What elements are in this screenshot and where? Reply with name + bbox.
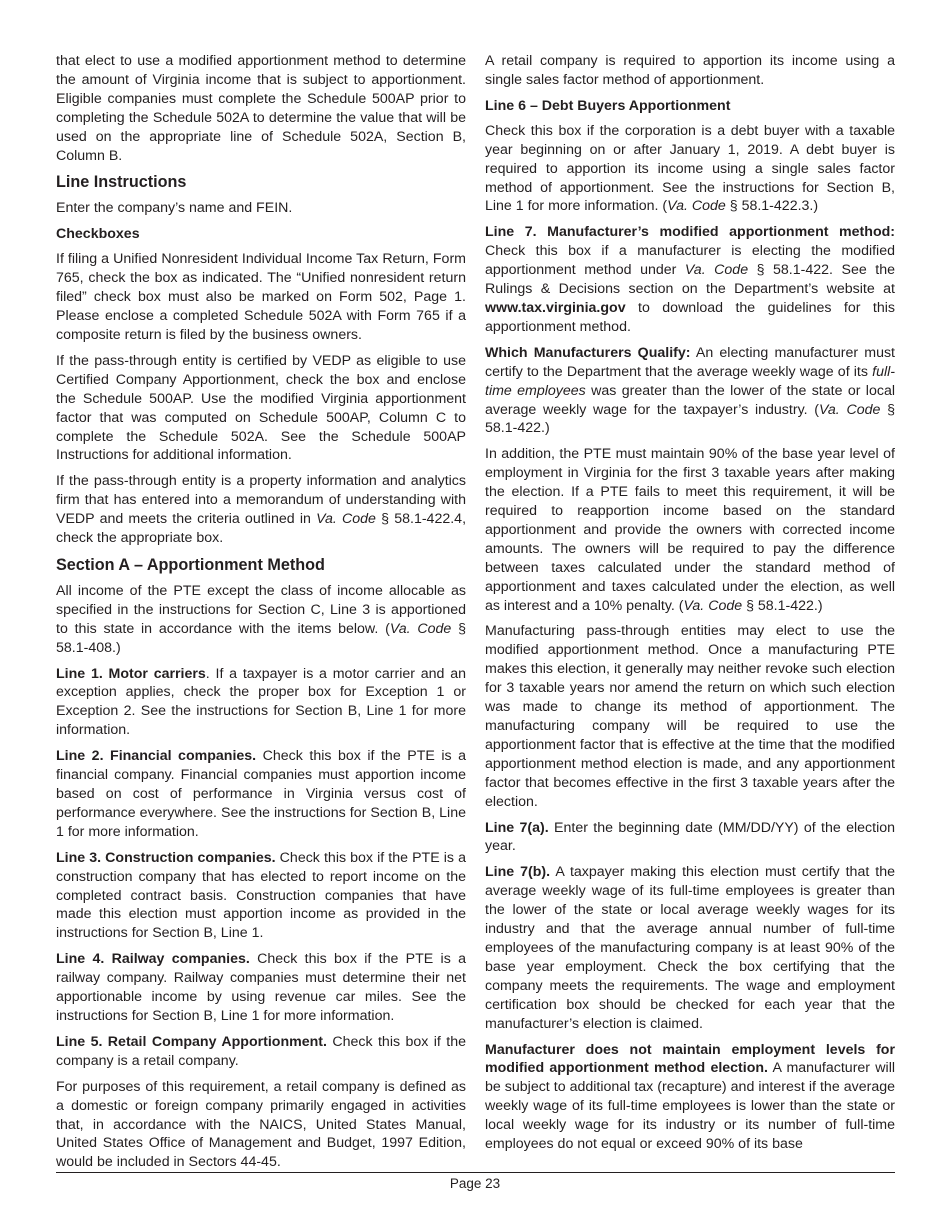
footer-rule	[56, 1172, 895, 1173]
line-6-paragraph: Check this box if the corporation is a debt buyer with a taxable year beginning on or after January 1, 2019. A debt buyer is required to apportion its income using a single sales factor method of apportionment. See the instructions for Section B, Line 1 for more information. (Va. Code § 58.1-422.3.)	[485, 122, 895, 215]
not-maintain-paragraph: Manufacturer does not maintain employment levels for modified apportionment method election. A manufacturer will be subject to additional tax (recapture) and interest if the average weekly wage of its full-time employees is lower than the state or local weekly wage for its industry or its number of full-time employees do not equal or exceed 90% of its base	[485, 1041, 896, 1153]
page-number: Page 23	[449, 1176, 501, 1191]
line-7b-paragraph: Line 7(b). A taxpayer making this election must certify that the average weekly wage of its full-time employees is greater than the lower of the state or local average weekly wages for its industry and that the average annual number of full-time employees of the manufacturing company is at least 90% of the base year employment. Check the box certifying that the company meets the requirements. The wage and employment certification box should be checked for each year that the manufacturer’s election is claimed.	[485, 864, 895, 1032]
right-column	[485, 52, 895, 1161]
line-1-paragraph: Line 1. Motor carriers. If a taxpayer is a motor carrier and an exception applies, check the proper box for Exception 1 or Exception 2. See the instructions for Section B, Line 1 for more information.	[56, 665, 466, 739]
section-a-paragraph: All income of the PTE except the class of income allocable as specified in the instructions for Section C, Line 3 is apportioned to this state in accordance with the items below. (Va. Code § 58.1-408.)	[56, 582, 466, 656]
line-2-paragraph: Line 2. Financial companies. Check this box if the PTE is a financial company. Financial companies must apportion income based on cost of performance in Virginia versus cost of performance everywhere. See the instructions for Section B, Line 1 for more information.	[56, 748, 466, 840]
retail-definition-paragraph: For purposes of this requirement, a retail company is defined as a domestic or foreign company primarily engaged in activities that, in accordance with the NAICS, United States Manual, United States Office of Management and Budget, 1997 Edition, would be included in Sectors 44-45.	[56, 1078, 466, 1171]
qualify-paragraph: Which Manufacturers Qualify: An electing manufacturer must certify to the Department that the average weekly wage of its full-time employees was greater than the lower of the state or local average weekly wage for the taxpayer’s industry. (Va. Code § 58.1-422.)	[485, 344, 895, 437]
left-column	[56, 52, 466, 1179]
retail-requirement-paragraph: A retail company is required to apportion its income using a single sales factor method of apportionment.	[485, 53, 895, 88]
section-a-heading: Section A – Apportionment Method	[56, 555, 325, 574]
addition-paragraph: In addition, the PTE must maintain 90% of the base year level of employment in Virginia for the first 3 taxable years after making the election. If a PTE fails to meet this requirement, it will be required to reapportion income based on the standard apportionment and provide the owners with corrected income amounts. The owners will be required to pay the difference between taxes calculated under the standard method of apportionment and taxes calculated under the election, as well as interest and a 10% penalty. (Va. Code § 58.1-422.)	[485, 446, 895, 614]
line-4-paragraph: Line 4. Railway companies. Check this box if the PTE is a railway company. Railway companies must determine their net apportionable income by using revenue car miles. See the instructions for Section B, Line 1 for more information.	[56, 951, 467, 1024]
line-5-paragraph: Line 5. Retail Company Apportionment. Check this box if the company is a retail company.	[56, 1033, 466, 1069]
manufacturing-pte-paragraph: Manufacturing pass-through entities may elect to use the modified apportionment method. Once a manufacturing PTE makes this election, it generally may neither revoke such election for 3 taxable years nor amend the return on which such election was made to change its method of apportionment. The manufacturing company will be required to use the apportionment factor that is effective at the time that the modified apportionment method election is made, and any apportionment factor that becomes effective in the first 3 taxable years after the election.	[485, 623, 895, 810]
tax-website-link[interactable]: www.tax.virginia.gov	[485, 299, 626, 316]
checkboxes-heading: Checkboxes	[56, 226, 140, 243]
line-3-paragraph: Line 3. Construction companies. Check this box if the PTE is a construction company that has elected to report income on the completed contract basis. Construction companies that have made this election must apportion income as provided in the instructions for Section B, Line 1.	[56, 849, 466, 942]
line-7-paragraph: Line 7. Manufacturer’s modified apportionment method: Check this box if a manufacturer is electing the modified apportionment method under Va. Code § 58.1-422. See the Rulings & Decisions section on the Department’s website at www.tax.virginia.gov to download the guidelines for this apportionment method.	[485, 224, 895, 335]
checkbox-paragraph-2: If the pass-through entity is certified by VEDP as eligible to use Certified Company Apportionment, check the box and enclose the Schedule 500AP. Use the modified Virginia apportionment factor that was computed on Schedule 500AP, Column C to complete the Schedule 502A. See the Schedule 500AP Instructions for additional information.	[56, 352, 466, 464]
line-instructions-heading: Line Instructions	[56, 173, 187, 192]
line-7a-paragraph: Line 7(a). Enter the beginning date (MM/DD/YY) of the election year.	[485, 819, 895, 855]
checkbox-paragraph-1: If filing a Unified Nonresident Individual Income Tax Return, Form 765, check the box as indicated. The “Unified nonresident return filed” check box must also be marked on Form 502, Page 1. Please enclose a completed Schedule 502A with Form 765 if a composite return is filed by the business owners.	[56, 251, 466, 343]
line-instructions-text: Enter the company’s name and FEIN.	[56, 200, 293, 217]
checkbox-paragraph-3: If the pass-through entity is a property information and analytics firm that has entered into a memorandum of understanding with VEDP and meets the criteria outlined in Va. Code § 58.1-422.4, check the appropriate box.	[56, 473, 467, 547]
line-6-heading: Line 6 – Debt Buyers Apportionment	[485, 97, 731, 114]
intro-paragraph: that elect to use a modified apportionment method to determine the amount of Virginia income that is subject to apportionment. Eligible companies must complete the Schedule 500AP prior to completing the Schedule 502A to determine the value that will be used on the appropriate line of Schedule 502A, Section B, Column B.	[56, 53, 466, 164]
